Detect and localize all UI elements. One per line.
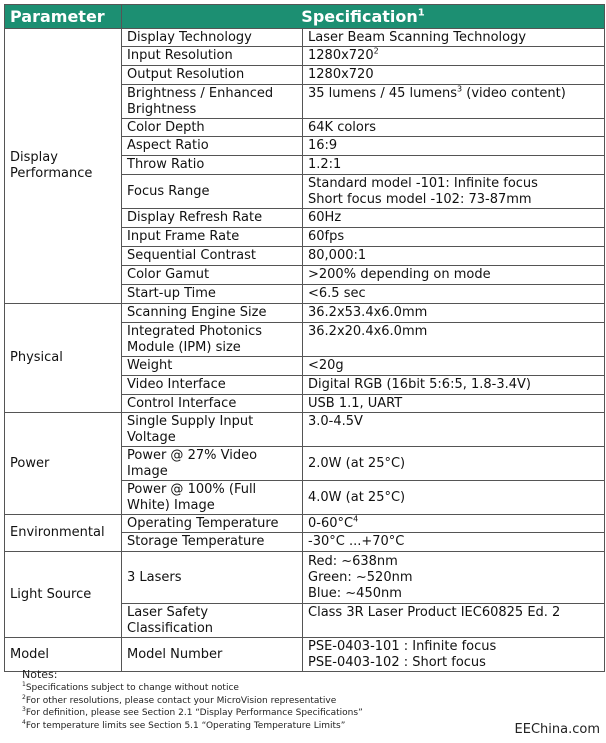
param-cell: Video Interface: [122, 376, 303, 395]
table-row: [5, 552, 605, 604]
param-cell: Operating Temperature: [122, 515, 303, 533]
param-cell: Color Gamut: [122, 266, 303, 285]
spec-cell: Class 3R Laser Product IEC60825 Ed. 2: [303, 604, 605, 638]
category-environmental: Environmental: [5, 515, 122, 552]
spec-cell: 3.0-4.5V: [303, 413, 605, 447]
param-cell: Power @ 27% Video Image: [122, 447, 303, 481]
spec-cell: 36.2x53.4x6.0mm: [303, 304, 605, 323]
spec-cell: 35 lumens / 45 lumens$^3$ (video content): [303, 85, 605, 119]
spec-cell: $0-60^\circ C^4$: [303, 515, 605, 533]
spec-cell: 60fps: [303, 228, 605, 247]
spec-cell: 64K colors: [303, 119, 605, 137]
category-physical: Physical: [5, 304, 122, 413]
param-cell: Aspect Ratio: [122, 137, 303, 156]
spec-cell: 60Hz: [303, 209, 605, 228]
category-light-source: Light Source: [5, 552, 122, 638]
param-cell: 3 Lasers: [122, 552, 303, 604]
param-cell: Power @ 100% (Full White) Image: [122, 481, 303, 515]
param-cell: Output Resolution: [122, 66, 303, 85]
param-cell: Display Refresh Rate: [122, 209, 303, 228]
spec-cell: <20g: [303, 357, 605, 376]
spec-table: [4, 4, 605, 672]
param-cell: Control Interface: [122, 395, 303, 413]
spec-cell: 1280x720: [303, 66, 605, 85]
param-cell: Input Resolution: [122, 47, 303, 66]
spec-cell: PSE-0403-101 : Infinite focus PSE-0403-102 : Short focus: [303, 638, 605, 672]
param-cell: Throw Ratio: [122, 156, 303, 175]
param-cell: Scanning Engine Size: [122, 304, 303, 323]
param-cell: Laser Safety Classification: [122, 604, 303, 638]
table-row: [5, 413, 605, 447]
note-item: $^1$Specifications subject to change without notice: [22, 681, 239, 693]
param-cell: Brightness / Enhanced Brightness: [122, 85, 303, 119]
spec-cell: 1.2:1: [303, 156, 605, 175]
spec-cell: -30°C ...+70°C: [303, 533, 605, 552]
param-cell: Input Frame Rate: [122, 228, 303, 247]
header-specification: Specification$^1$: [122, 5, 605, 29]
notes: [22, 668, 363, 732]
spec-cell: 4.0W (at 25°C): [303, 481, 605, 515]
header-parameter: Parameter: [5, 5, 122, 29]
header-row: [5, 5, 605, 29]
spec-cell: Red: ~638nm Green: ~520nm Blue: ~450nm: [303, 552, 605, 604]
spec-cell: <6.5 sec: [303, 285, 605, 304]
spec-cell: $1280x720^2$: [303, 47, 605, 66]
param-cell: Focus Range: [122, 175, 303, 209]
table-row: [5, 638, 605, 672]
category-model: Model: [5, 638, 122, 672]
spec-cell: 2.0W (at 25°C): [303, 447, 605, 481]
param-cell: Model Number: [122, 638, 303, 672]
param-cell: Display Technology: [122, 29, 303, 47]
table-row: [5, 29, 605, 47]
table-row: [5, 304, 605, 323]
category-power: Power: [5, 413, 122, 515]
notes-title: Notes:: [22, 668, 58, 681]
spec-cell: Laser Beam Scanning Technology: [303, 29, 605, 47]
spec-cell: Digital RGB (16bit 5:6:5, 1.8-3.4V): [303, 376, 605, 395]
param-cell: Integrated Photonics Module (IPM) size: [122, 323, 303, 357]
spec-cell: USB 1.1, UART: [303, 395, 605, 413]
spec-cell: Standard model -101: Infinite focus Short focus model -102: 73-87mm: [303, 175, 605, 209]
param-cell: Sequential Contrast: [122, 247, 303, 266]
note-item: $^4$For temperature limits see Section 5.1 “Operating Temperature Limits”: [22, 718, 346, 731]
spec-cell: 36.2x20.4x6.0mm: [303, 323, 605, 357]
watermark: EEChina.com: [514, 722, 600, 737]
spec-cell: >200% depending on mode: [303, 266, 605, 285]
param-cell: Single Supply Input Voltage: [122, 413, 303, 447]
param-cell: Storage Temperature: [122, 533, 303, 552]
category-display: Display Performance: [5, 29, 122, 304]
note-item: $^2$For other resolutions, please contact your MicroVision representative: [22, 693, 337, 706]
spec-cell: 16:9: [303, 137, 605, 156]
note-item: $^3$For definition, please see Section 2.1 “Display Performance Specifications”: [22, 706, 363, 718]
param-cell: Weight: [122, 357, 303, 376]
param-cell: Color Depth: [122, 119, 303, 137]
param-cell: Start-up Time: [122, 285, 303, 304]
spec-cell: 80,000:1: [303, 247, 605, 266]
table-row: [5, 515, 605, 533]
